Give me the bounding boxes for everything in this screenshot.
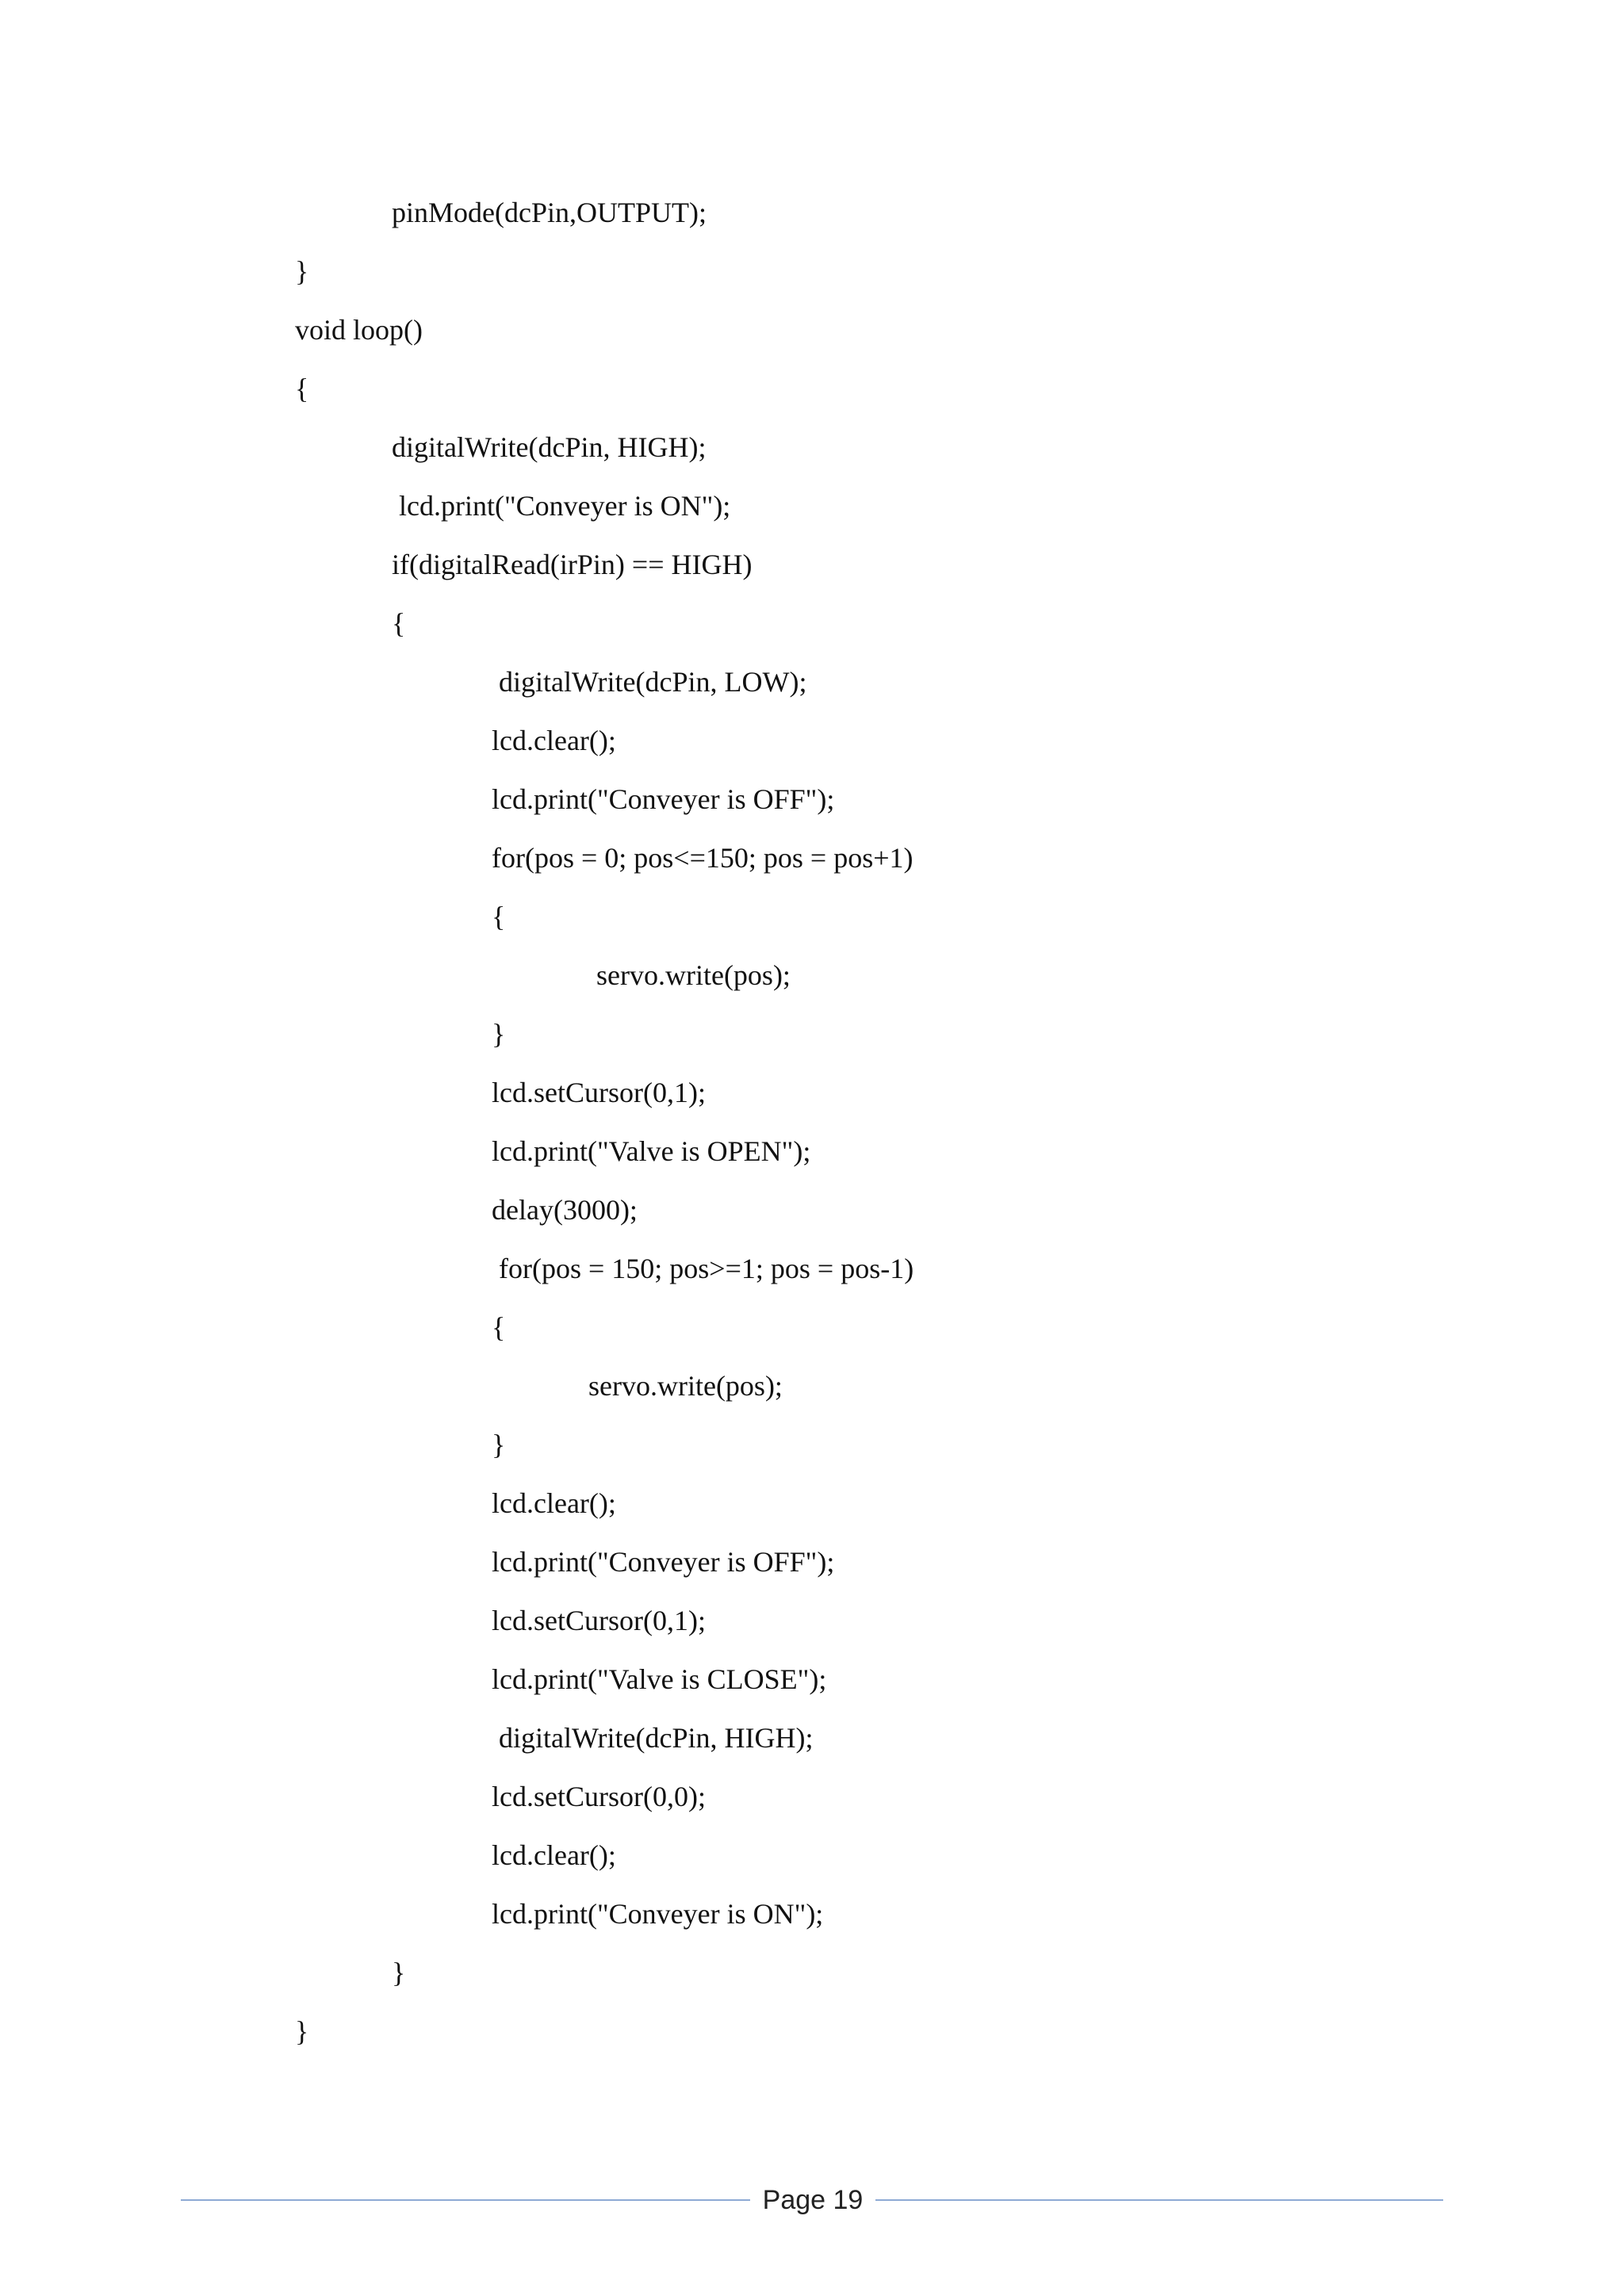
code-line: pinMode(dcPin,OUTPUT); <box>392 197 707 228</box>
code-line: digitalWrite(dcPin, HIGH); <box>392 431 707 463</box>
code-line: { <box>295 373 309 404</box>
code-line: lcd.print("Valve is OPEN"); <box>492 1135 811 1167</box>
code-line: lcd.print("Conveyer is OFF"); <box>492 1546 835 1578</box>
code-line: lcd.print("Conveyer is ON"); <box>492 1898 824 1930</box>
code-line: } <box>392 1957 406 1988</box>
code-line: } <box>492 1018 506 1050</box>
footer-rule-right <box>875 2199 1443 2201</box>
code-line: { <box>392 607 406 639</box>
code-line: lcd.print("Conveyer is OFF"); <box>492 783 835 815</box>
code-line: lcd.setCursor(0,1); <box>492 1077 706 1108</box>
code-line: void loop() <box>295 314 423 346</box>
code-line: lcd.clear(); <box>492 1839 616 1871</box>
code-line: servo.write(pos); <box>588 1370 783 1402</box>
code-line: lcd.print("Valve is CLOSE"); <box>492 1663 827 1695</box>
code-line: for(pos = 150; pos>=1; pos = pos-1) <box>492 1253 914 1284</box>
code-line: if(digitalRead(irPin) == HIGH) <box>392 549 753 580</box>
code-line: lcd.print("Conveyer is ON"); <box>392 490 731 522</box>
code-line: } <box>295 255 309 287</box>
code-line: for(pos = 0; pos<=150; pos = pos+1) <box>492 842 914 874</box>
code-line: lcd.setCursor(0,1); <box>492 1605 706 1636</box>
code-line: digitalWrite(dcPin, HIGH); <box>492 1722 814 1754</box>
code-line: lcd.setCursor(0,0); <box>492 1781 706 1812</box>
code-line: servo.write(pos); <box>596 959 791 991</box>
code-line: { <box>492 1311 506 1343</box>
code-line: lcd.clear(); <box>492 725 616 756</box>
code-line: lcd.clear(); <box>492 1487 616 1519</box>
code-line: digitalWrite(dcPin, LOW); <box>492 666 807 698</box>
page-number: Page 19 <box>762 2185 864 2215</box>
code-line: { <box>492 901 506 932</box>
code-line: } <box>492 1429 506 1460</box>
code-line: } <box>295 2015 309 2047</box>
footer-rule-left <box>181 2199 750 2201</box>
code-line: delay(3000); <box>492 1194 638 1226</box>
